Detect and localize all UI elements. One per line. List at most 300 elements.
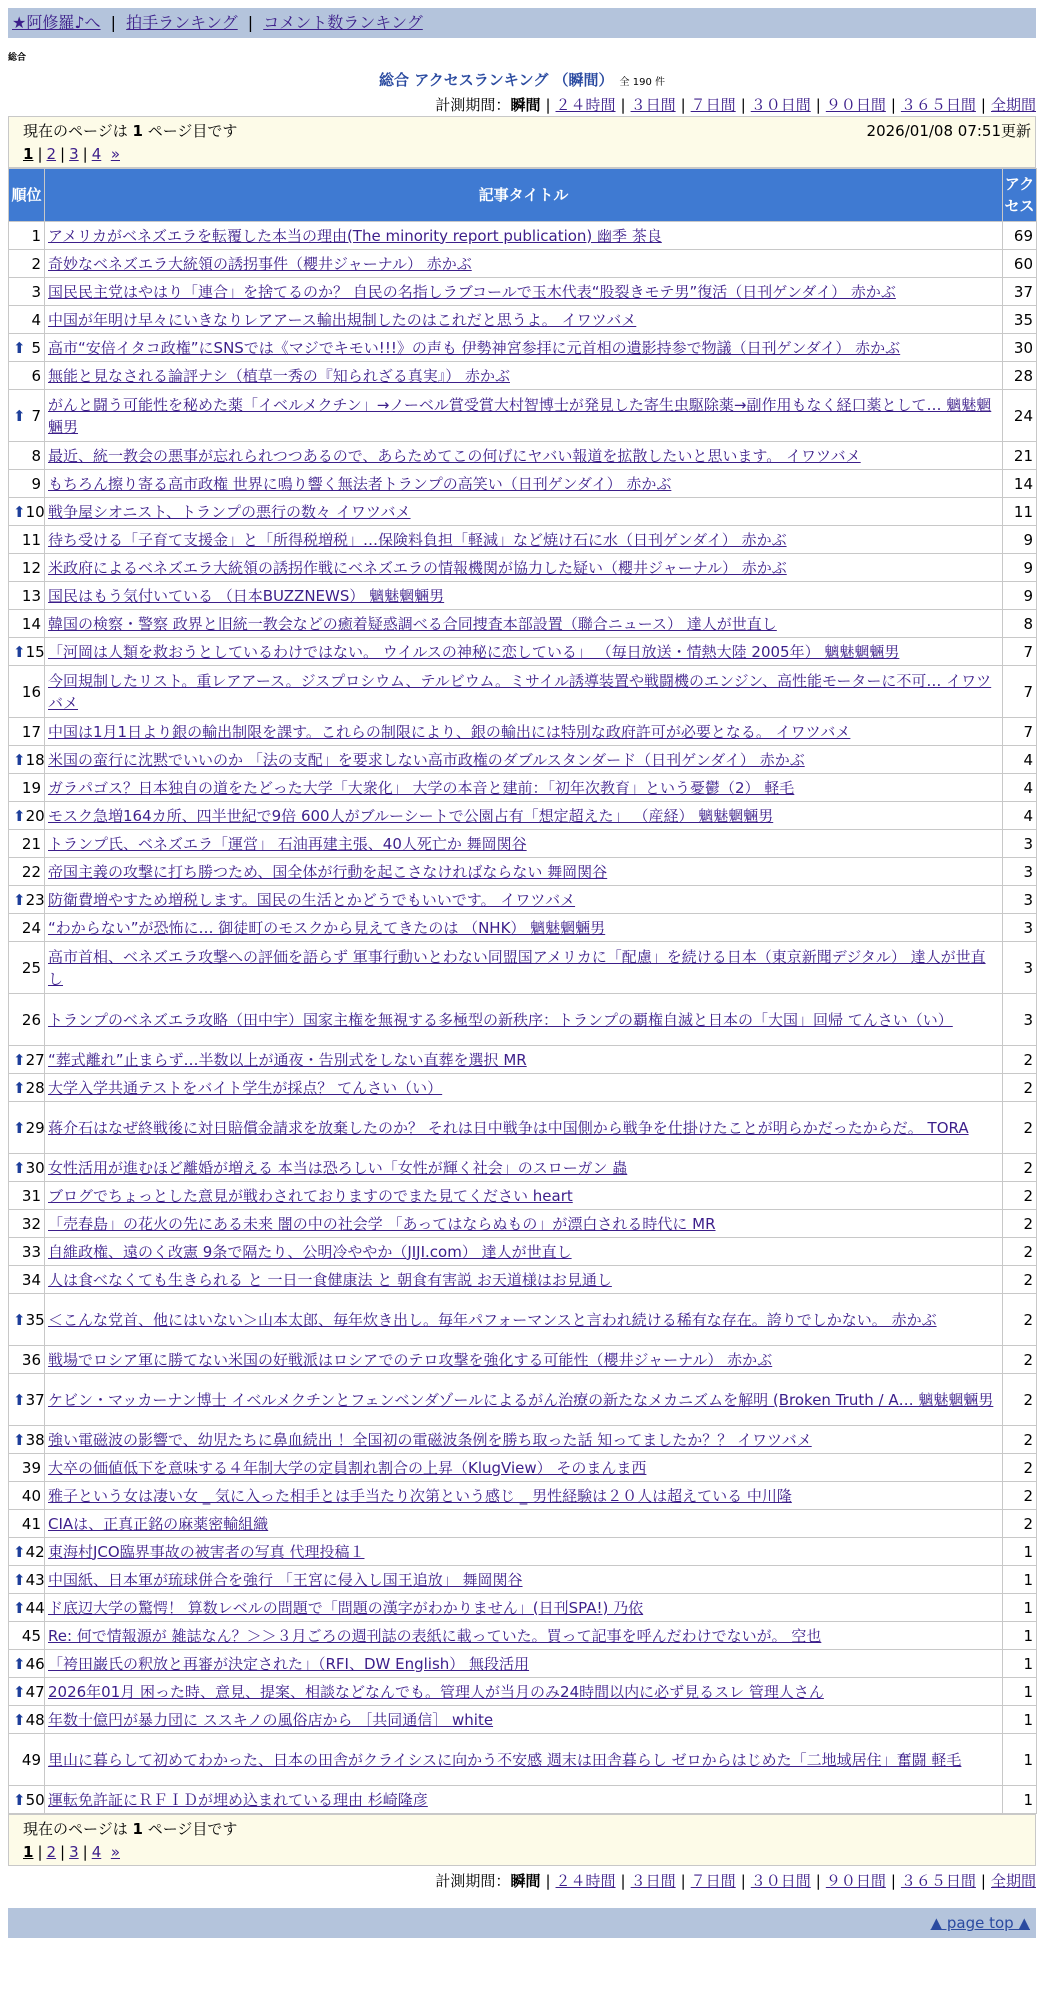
up-arrow-icon: ⬆: [13, 642, 26, 661]
title-cell: [45, 554, 1003, 582]
access-count: 4: [1003, 802, 1037, 830]
article-title-link[interactable]: 「売春島」の花火の先にある未来 闇の中の社会学 「あってはならぬもの」が漂白される時代に MR: [48, 1214, 716, 1233]
page: [8, 8, 1036, 1938]
rank-number: 49: [21, 1750, 41, 1769]
rank-number: 41: [21, 1514, 41, 1533]
access-count: 9: [1003, 526, 1037, 554]
rank-number: 46: [25, 1654, 45, 1673]
period-option[interactable]: 全期間: [990, 1872, 1036, 1890]
title-cell: [45, 610, 1003, 638]
title-cell: [45, 526, 1003, 554]
period-option[interactable]: ３６５日間: [900, 1872, 976, 1890]
period-option[interactable]: ３日間: [630, 1872, 676, 1890]
article-title-link[interactable]: 中国が年明け早々にいきなりレアアース輸出規制したのはこれだと思うよ。 イワツバメ: [48, 310, 637, 329]
page-title-row: [8, 70, 1036, 90]
rank-number: 19: [21, 778, 41, 797]
article-title-link[interactable]: ＜こんな党首、他にはいない＞山本太郎、毎年炊き出し。毎年パフォーマンスと言われ続ける稀有な存在。誇りでしかない。 赤かぶ: [48, 1310, 937, 1329]
title-cell: [45, 1266, 1003, 1294]
table-row: [9, 666, 1037, 718]
access-count: 2: [1003, 1426, 1037, 1454]
table-row: [9, 830, 1037, 858]
title-cell: [45, 638, 1003, 666]
article-title-link[interactable]: アメリカがベネズエラを転覆した本当の理由(The minority report publication) 幽季 茶良: [48, 226, 662, 245]
pager-current-page: 1: [23, 1843, 34, 1861]
rank-number: 43: [25, 1570, 45, 1589]
up-arrow-icon: ⬆: [13, 1430, 26, 1449]
up-arrow-icon: ⬆: [13, 1078, 26, 1097]
rank-cell: [9, 858, 45, 886]
access-count: 21: [1003, 442, 1037, 470]
article-title-link[interactable]: 人は食べなくても生きられる と 一日一食健康法 と 朝食有害説 お天道様はお見通し: [48, 1270, 612, 1289]
rank-number: 16: [21, 682, 41, 701]
page-status-suffix: ページ目です: [142, 122, 238, 140]
rank-cell: [9, 802, 45, 830]
period-separator: |: [890, 96, 896, 114]
rank-cell: [9, 1294, 45, 1346]
rank-cell: [9, 1510, 45, 1538]
period-separator: |: [545, 1872, 551, 1890]
article-title-link[interactable]: 帝国主義の攻撃に打ち勝つため、国全体が行動を起こさなければならない 舞岡関谷: [48, 862, 608, 881]
article-title-link[interactable]: がんと闘う可能性を秘めた薬「イベルメクチン」→ノーベル賞受賞大村智博士が発見した寄生虫駆除薬→副作用もなく経口薬として… 魑魅魍魎男: [48, 395, 992, 436]
rank-number: 23: [25, 890, 45, 909]
access-count: 3: [1003, 830, 1037, 858]
table-row: [9, 858, 1037, 886]
rank-number: 44: [25, 1598, 45, 1617]
title-cell: [45, 1074, 1003, 1102]
rank-cell: [9, 1706, 45, 1734]
access-count: 3: [1003, 914, 1037, 942]
rank-number: 37: [25, 1390, 45, 1409]
rank-cell: [9, 250, 45, 278]
pager-next-link[interactable]: »: [110, 145, 120, 163]
rank-cell: [9, 666, 45, 718]
access-count: 1: [1003, 1786, 1037, 1814]
up-arrow-icon: ⬆: [13, 1310, 26, 1329]
rank-number: 35: [25, 1310, 45, 1329]
category-label: 総合: [8, 53, 27, 63]
rank-number: 15: [25, 642, 45, 661]
up-arrow-icon: ⬆: [13, 890, 26, 909]
article-title-link[interactable]: “わからない”が恐怖に… 御徒町のモスクから見えてきたのは （NHK） 魑魅魍魎男: [48, 918, 606, 937]
rank-cell: [9, 1374, 45, 1426]
access-count: 37: [1003, 278, 1037, 306]
rank-cell: [9, 498, 45, 526]
rank-number: 5: [31, 338, 41, 357]
article-title-link[interactable]: 中国は1月1日より銀の輸出制限を課す。これらの制限により、銀の輸出には特別な政府許可が必要となる。 イワツバメ: [48, 722, 851, 741]
rank-number: 40: [21, 1486, 41, 1505]
period-separator: |: [980, 96, 986, 114]
up-arrow-icon: ⬆: [13, 1598, 26, 1617]
total-count: 全 190 件: [619, 77, 665, 88]
article-title-link[interactable]: モスク急増164カ所、四半世紀で9倍 600人がブルーシートで公園占有「想定超えた」 （産経） 魑魅魍魎男: [48, 806, 774, 825]
title-cell: [45, 222, 1003, 250]
access-count: 1: [1003, 1594, 1037, 1622]
article-title-link[interactable]: 今回規制したリスト。重レアアース。ジスプロシウム、テルビウム。ミサイル誘導装置や戦闘機のエンジン、高性能モーターに不可… イワツバメ: [48, 671, 992, 712]
table-row: [9, 526, 1037, 554]
article-title-link[interactable]: 最近、統一教会の悪事が忘れられつつあるので、あらためてこの何げにヤバい報道を拡散したいと思います。 イワツバメ: [48, 446, 861, 465]
access-count: 2: [1003, 1510, 1037, 1538]
table-row: [9, 1622, 1037, 1650]
pager-page-link[interactable]: 4: [91, 1843, 102, 1861]
rank-cell: [9, 994, 45, 1046]
title-cell: [45, 306, 1003, 334]
rank-number: 25: [21, 958, 41, 977]
rank-number: 12: [21, 558, 41, 577]
table-row: [9, 1510, 1037, 1538]
up-arrow-icon: ⬆: [13, 1158, 26, 1177]
rank-cell: [9, 774, 45, 802]
pager-separator: |: [37, 145, 43, 163]
title-cell: [45, 1346, 1003, 1374]
rank-number: 8: [31, 446, 41, 465]
article-title-link[interactable]: 高市首相、ベネズエラ攻撃への評価を語らず 軍事行動いとわない同盟国アメリカに「配慮」を続ける日本（東京新聞デジタル） 達人が世直し: [48, 947, 986, 988]
article-title-link[interactable]: 里山に暮らして初めてわかった、日本の田舎がクライシスに向かう不安感 週末は田舎暮らし ゼロからはじめた「二地域居住」奮闘 軽毛: [48, 1750, 962, 1769]
article-title-link[interactable]: 戦場でロシア軍に勝てない米国の好戦派はロシアでのテロ攻撃を強化する可能性（櫻井ジャーナル） 赤かぶ: [48, 1350, 773, 1369]
access-count: 1: [1003, 1650, 1037, 1678]
title-cell: [45, 718, 1003, 746]
title-cell: [45, 1210, 1003, 1238]
col-rank-header: 順位: [9, 169, 45, 222]
home-link[interactable]: ★阿修羅♪へ: [12, 13, 101, 32]
title-cell: [45, 1594, 1003, 1622]
period-option[interactable]: ３０日間: [750, 96, 811, 114]
title-cell: [45, 914, 1003, 942]
table-row: [9, 470, 1037, 498]
rank-number: 47: [25, 1682, 45, 1701]
table-row: [9, 1102, 1037, 1154]
rank-number: 1: [31, 226, 41, 245]
up-arrow-icon: ⬆: [13, 1390, 26, 1409]
rank-cell: [9, 942, 45, 994]
access-count: 4: [1003, 746, 1037, 774]
article-title-link[interactable]: 「袴田巌氏の釈放と再審が決定された」（RFI、DW English） 無段活用: [48, 1654, 530, 1673]
table-row: [9, 1154, 1037, 1182]
title-cell: [45, 1238, 1003, 1266]
pager-page-link[interactable]: 4: [91, 145, 102, 163]
up-arrow-icon: ⬆: [13, 502, 26, 521]
article-title-link[interactable]: 戦争屋シオニスト、トランプの悪行の数々 イワツバメ: [48, 502, 411, 521]
up-arrow-icon: ⬆: [13, 1682, 26, 1701]
article-title-link[interactable]: 雅子という女は凄い女 _ 気に入った相手とは手当たり次第という感じ _ 男性経験は２０人は超えている 中川隆: [48, 1486, 792, 1505]
table-row: [9, 994, 1037, 1046]
up-arrow-icon: ⬆: [13, 806, 26, 825]
top-nav: [8, 8, 1036, 38]
table-row: [9, 1074, 1037, 1102]
title-cell: [45, 362, 1003, 390]
rank-number: 28: [25, 1078, 45, 1097]
rank-cell: [9, 526, 45, 554]
title-cell: [45, 774, 1003, 802]
rank-number: 42: [25, 1542, 45, 1561]
article-title-link[interactable]: 「河岡は人類を救おうとしているわけではない。 ウイルスの神秘に恋している」 （毎日放送・情熱大陸 2005年） 魑魅魍魎男: [48, 642, 900, 661]
table-row: [9, 1294, 1037, 1346]
access-count: 2: [1003, 1210, 1037, 1238]
rank-number: 3: [31, 282, 41, 301]
table-row: [9, 1650, 1037, 1678]
table-row: [9, 1210, 1037, 1238]
title-cell: [45, 1426, 1003, 1454]
rank-cell: [9, 1210, 45, 1238]
article-title-link[interactable]: ケビン・マッカーナン博士 イベルメクチンとフェンベンダゾールによるがん治療の新たなメカニズムを解明 (Broken Truth / A… 魑魅魍魎男: [48, 1390, 994, 1409]
rank-number: 7: [31, 406, 41, 425]
rank-cell: [9, 222, 45, 250]
rank-cell: [9, 1266, 45, 1294]
access-count: 4: [1003, 774, 1037, 802]
period-label: 計測期間：: [435, 96, 511, 114]
article-title-link[interactable]: 韓国の検察・警察 政界と旧統一教会などの癒着疑惑調べる合同捜査本部設置（聯合ニュース） 達人が世直し: [48, 614, 777, 633]
rank-number: 9: [31, 474, 41, 493]
access-count: 9: [1003, 582, 1037, 610]
table-row: [9, 942, 1037, 994]
table-row: [9, 250, 1037, 278]
access-count: 2: [1003, 1102, 1037, 1154]
pager-current-page: 1: [23, 145, 34, 163]
up-arrow-icon: ⬆: [13, 1050, 26, 1069]
rank-cell: [9, 334, 45, 362]
pager-page-link[interactable]: 2: [46, 1843, 57, 1861]
title-cell: [45, 666, 1003, 718]
article-title-link[interactable]: 国民はもう気付いている （日本BUZZNEWS） 魑魅魍魎男: [48, 586, 445, 605]
rank-number: 29: [25, 1118, 45, 1137]
article-title-link[interactable]: 年数十億円が暴力団に ススキノの風俗店から ［共同通信］ white: [48, 1710, 494, 1729]
period-option[interactable]: ７日間: [690, 96, 736, 114]
table-row: [9, 442, 1037, 470]
rank-number: 10: [25, 502, 45, 521]
pager-separator: |: [60, 145, 66, 163]
table-row: [9, 1346, 1037, 1374]
applause-ranking-link[interactable]: 拍手ランキング: [126, 13, 238, 32]
article-title-link[interactable]: トランプのベネズエラ攻略（田中宇）国家主権を無視する多極型の新秩序：トランプの覇権自滅と日本の「大国」回帰 てんさい（い）: [48, 1010, 953, 1029]
table-row: [9, 1482, 1037, 1510]
article-title-link[interactable]: 待ち受ける「子育て支援金」と「所得税増税」…保険料負担「軽減」など焼け石に水（日刊ゲンダイ） 赤かぶ: [48, 530, 787, 549]
rank-cell: [9, 1566, 45, 1594]
rank-cell: [9, 1594, 45, 1622]
table-row: [9, 1678, 1037, 1706]
rank-cell: [9, 638, 45, 666]
table-row: [9, 1538, 1037, 1566]
article-title-link[interactable]: 大卒の価値低下を意味する４年制大学の定員割れ割合の上昇（KlugView） そのまんま西: [48, 1458, 647, 1477]
up-arrow-icon: ⬆: [13, 1118, 26, 1137]
table-row: [9, 1046, 1037, 1074]
period-separator: |: [680, 96, 686, 114]
nav-separator: |: [110, 13, 117, 32]
article-title-link[interactable]: 無能と見なされる論評ナシ（植草一秀の『知られざる真実』） 赤かぶ: [48, 366, 510, 385]
article-title-link[interactable]: Re: 何で情報源が 雑誌なん？＞＞３月ごろの週刊誌の表紙に載っていた。買って記事を呼んだわけでないが。 空也: [48, 1626, 822, 1645]
table-row: [9, 306, 1037, 334]
rank-cell: [9, 1678, 45, 1706]
title-cell: [45, 1510, 1003, 1538]
access-count: 2: [1003, 1454, 1037, 1482]
title-cell: [45, 278, 1003, 306]
article-title-link[interactable]: 防衛費増やすため増税します。国民の生活とかどうでもいいです。 イワツバメ: [48, 890, 576, 909]
article-title-link[interactable]: ガラパゴス？日本独自の道をたどった大学「大衆化」 大学の本音と建前：「初年次教育」という憂鬱（2） 軽毛: [48, 778, 795, 797]
period-label: 計測期間：: [435, 1872, 511, 1890]
title-cell: [45, 858, 1003, 886]
table-row: [9, 554, 1037, 582]
bottom-bar: [8, 1908, 1036, 1938]
title-cell: [45, 1482, 1003, 1510]
access-count: 2: [1003, 1046, 1037, 1074]
period-separator: |: [740, 1872, 746, 1890]
rank-cell: [9, 1074, 45, 1102]
rank-number: 27: [25, 1050, 45, 1069]
title-cell: [45, 1622, 1003, 1650]
article-title-link[interactable]: 東海村JCO臨界事故の被害者の写真 代理投稿１: [48, 1542, 365, 1561]
article-title-link[interactable]: 蒋介石はなぜ終戦後に対日賠償金請求を放棄したのか？ それは日中戦争は中国側から戦争を仕掛けたことが明らかだったからだ。 TORA: [48, 1118, 969, 1137]
rank-cell: [9, 610, 45, 638]
article-title-link[interactable]: ド底辺大学の驚愕！ 算数レベルの問題で「問題の漢字がわかりません」(日刊SPA!) 乃依: [48, 1598, 644, 1617]
rank-cell: [9, 554, 45, 582]
up-arrow-icon: ⬆: [13, 1542, 26, 1561]
period-current: 瞬間: [510, 1872, 541, 1890]
access-count: 2: [1003, 1074, 1037, 1102]
rank-cell: [9, 278, 45, 306]
period-separator: |: [815, 96, 821, 114]
access-count: 2: [1003, 1182, 1037, 1210]
title-cell: [45, 334, 1003, 362]
table-row: [9, 1706, 1037, 1734]
access-count: 11: [1003, 498, 1037, 526]
period-option[interactable]: ７日間: [690, 1872, 736, 1890]
title-cell: [45, 886, 1003, 914]
period-separator: |: [545, 96, 551, 114]
article-title-link[interactable]: トランプ氏、ベネズエラ「運営」 石油再建主張、40人死亡か 舞岡関谷: [48, 834, 527, 853]
rank-cell: [9, 830, 45, 858]
rank-number: 17: [21, 722, 41, 741]
page-top-link[interactable]: ▲ page top ▲: [930, 1914, 1030, 1932]
article-title-link[interactable]: CIAは、正真正銘の麻薬密輸組織: [48, 1514, 269, 1533]
title-cell: [45, 1786, 1003, 1814]
period-option[interactable]: ３日間: [630, 96, 676, 114]
article-title-link[interactable]: 2026年01月 困った時、意見、提案、相談などなんでも。管理人が当月のみ24時間以内に必ず見るスレ 管理人さん: [48, 1682, 824, 1701]
period-option[interactable]: ３６５日間: [900, 96, 976, 114]
access-count: 35: [1003, 306, 1037, 334]
table-row: [9, 1594, 1037, 1622]
article-title-link[interactable]: 大学入学共通テストをバイト学生が採点？ てんさい（い）: [48, 1078, 443, 1097]
access-count: 14: [1003, 470, 1037, 498]
up-arrow-icon: ⬆: [13, 1654, 26, 1673]
rank-number: 48: [25, 1710, 45, 1729]
article-title-link[interactable]: 国民民主党はやはり「連合」を捨てるのか？ 自民の名指しラブコールで玉木代表“股裂きモテ男”復活（日刊ゲンダイ） 赤かぶ: [48, 282, 896, 301]
access-count: 2: [1003, 1238, 1037, 1266]
access-count: 7: [1003, 666, 1037, 718]
article-title-link[interactable]: “葬式離れ”止まらず…半数以上が通夜・告別式をしない直葬を選択 MR: [48, 1050, 527, 1069]
table-row: [9, 1454, 1037, 1482]
ranking-table: [8, 168, 1037, 1814]
period-option[interactable]: ３０日間: [750, 1872, 811, 1890]
page-info-bottom: [8, 1814, 1036, 1866]
rank-cell: [9, 914, 45, 942]
up-arrow-icon: ⬆: [13, 1790, 26, 1809]
title-cell: [45, 582, 1003, 610]
table-row: [9, 638, 1037, 666]
rank-number: 2: [31, 254, 41, 273]
access-count: 2: [1003, 1294, 1037, 1346]
page-status-prefix: 現在のページは: [23, 1820, 133, 1838]
period-option[interactable]: ２４時間: [555, 1872, 616, 1890]
access-count: 2: [1003, 1374, 1037, 1426]
rank-number: 30: [25, 1158, 45, 1177]
table-header-row: [9, 169, 1037, 222]
period-separator: |: [815, 1872, 821, 1890]
article-title-link[interactable]: 米政府によるベネズエラ大統領の誘拐作戦にベネズエラの情報機関が協力した疑い（櫻井ジャーナル） 赤かぶ: [48, 558, 787, 577]
article-title-link[interactable]: 米国の蛮行に沈黙でいいのか 「法の支配」を要求しない高市政権のダブルスタンダード（日刊ゲンダイ） 赤かぶ: [48, 750, 805, 769]
title-cell: [45, 442, 1003, 470]
rank-cell: [9, 718, 45, 746]
rank-cell: [9, 1154, 45, 1182]
pager-next-link[interactable]: »: [110, 1843, 120, 1861]
rank-cell: [9, 1622, 45, 1650]
rank-cell: [9, 1046, 45, 1074]
table-row: [9, 914, 1037, 942]
period-selector-top: [8, 94, 1036, 116]
up-arrow-icon: ⬆: [13, 1710, 26, 1729]
rank-cell: [9, 1238, 45, 1266]
comment-ranking-link[interactable]: コメント数ランキング: [263, 13, 423, 32]
article-title-link[interactable]: 高市“安倍イタコ政権”にSNSでは《マジでキモい!!!》の声も 伊勢神宮参拝に元首相の遺影持参で物議（日刊ゲンダイ） 赤かぶ: [48, 338, 901, 357]
rank-cell: [9, 746, 45, 774]
article-title-link[interactable]: 自維政権、遠のく改憲 9条で隔たり、公明冷ややか（JIJI.com） 達人が世直し: [48, 1242, 572, 1261]
period-option[interactable]: ２４時間: [555, 96, 616, 114]
rank-number: 31: [21, 1186, 41, 1205]
rank-number: 11: [21, 530, 41, 549]
page-status-number: 1: [132, 1820, 143, 1838]
rank-number: 22: [21, 862, 41, 881]
table-row: [9, 1374, 1037, 1426]
article-title-link[interactable]: 中国紙、日本軍が琉球併合を強行 「王宮に侵入し国王追放」 舞岡関谷: [48, 1570, 523, 1589]
article-title-link[interactable]: 強い電磁波の影響で、幼児たちに鼻血続出 ！全国初の電磁波条例を勝ち取った話 知ってましたか？？ イワツバメ: [48, 1430, 812, 1449]
up-arrow-icon: ⬆: [13, 750, 26, 769]
pager-page-link[interactable]: 3: [69, 1843, 79, 1861]
article-title-link[interactable]: もちろん擦り寄る高市政権 世界に鳴り響く無法者トランプの高笑い（日刊ゲンダイ） 赤かぶ: [48, 474, 672, 493]
page-info-top: [8, 116, 1036, 168]
rank-cell: [9, 470, 45, 498]
pager-page-link[interactable]: 2: [46, 145, 57, 163]
access-count: 3: [1003, 994, 1037, 1046]
article-title-link[interactable]: 女性活用が進むほど離婚が増える 本当は恐ろしい「女性が輝く社会」のスローガン 蟲: [48, 1158, 628, 1177]
title-cell: [45, 1154, 1003, 1182]
period-option[interactable]: ９０日間: [825, 1872, 886, 1890]
pager-separator: |: [37, 1843, 43, 1861]
title-cell: [45, 1566, 1003, 1594]
rank-number: 18: [25, 750, 45, 769]
access-count: 1: [1003, 1734, 1037, 1786]
period-separator: |: [890, 1872, 896, 1890]
title-cell: [45, 1046, 1003, 1074]
rank-number: 13: [21, 586, 41, 605]
title-cell: [45, 942, 1003, 994]
access-count: 1: [1003, 1566, 1037, 1594]
period-option[interactable]: ９０日間: [825, 96, 886, 114]
pager-page-link[interactable]: 3: [69, 145, 79, 163]
table-row: [9, 802, 1037, 830]
page-status-suffix: ページ目です: [142, 1820, 238, 1838]
article-title-link[interactable]: 奇妙なベネズエラ大統領の誘拐事件（櫻井ジャーナル） 赤かぶ: [48, 254, 472, 273]
rank-cell: [9, 362, 45, 390]
article-title-link[interactable]: ブログでちょっとした意見が戦わされておりますのでまた見てください heart: [48, 1186, 573, 1205]
rank-cell: [9, 1786, 45, 1814]
rank-cell: [9, 442, 45, 470]
article-title-link[interactable]: 運転免許証にＲＦＩＤが埋め込まれている理由 杉崎隆彦: [48, 1790, 428, 1809]
table-row: [9, 334, 1037, 362]
period-option[interactable]: 全期間: [990, 96, 1036, 114]
title-cell: [45, 1706, 1003, 1734]
up-arrow-icon: ⬆: [13, 406, 26, 425]
access-count: 1: [1003, 1678, 1037, 1706]
access-count: 28: [1003, 362, 1037, 390]
page-status-bottom: [23, 1817, 1029, 1841]
title-cell: [45, 994, 1003, 1046]
